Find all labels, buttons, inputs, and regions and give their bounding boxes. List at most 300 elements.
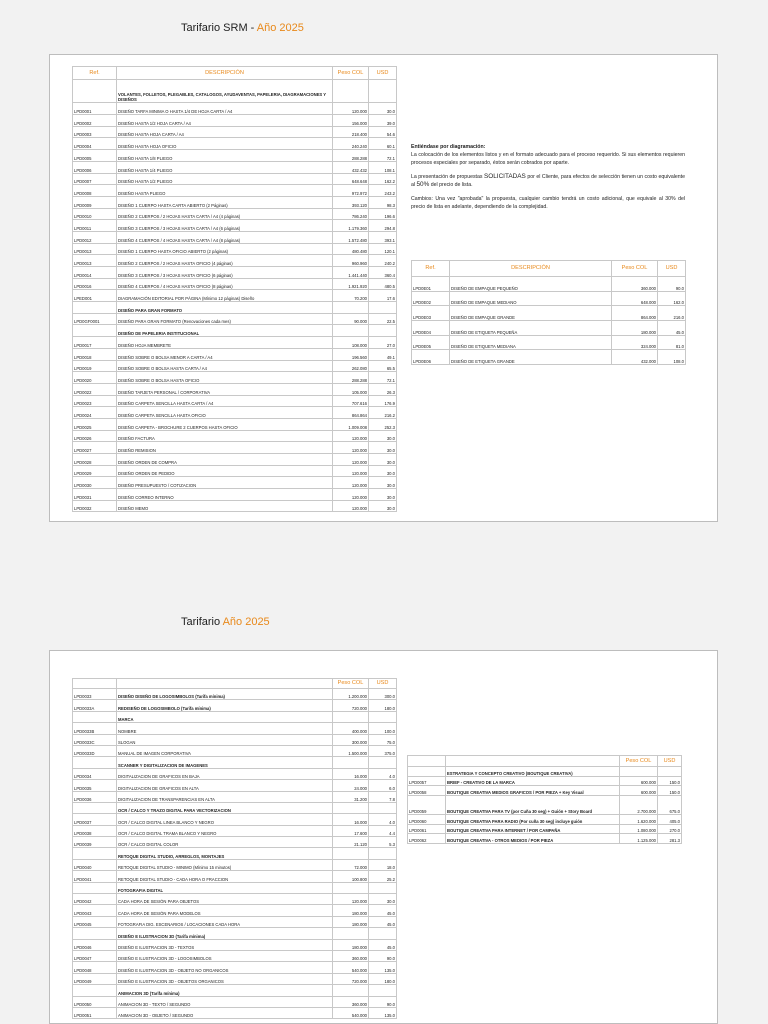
row-usd-price bbox=[369, 325, 397, 337]
row-usd-price: 196.6 bbox=[369, 208, 397, 220]
row-cop-price: 180.000 bbox=[612, 321, 658, 336]
notes-heading: Entiéndase por diagramación: bbox=[411, 144, 486, 150]
row-usd-price: 120.1 bbox=[369, 243, 397, 255]
row-ref bbox=[73, 711, 117, 722]
table-row bbox=[73, 395, 397, 407]
row-ref bbox=[408, 767, 446, 777]
row-description: DISEÑO SOBRE O BOLSA HASTA CARTA / A4 bbox=[117, 360, 333, 372]
row-description: DISEÑO CARPETA - BROCHURE 2 CUERPOS HASTA OFICIO bbox=[117, 418, 333, 430]
row-ref: LPD0033 bbox=[73, 689, 117, 700]
row-ref: LPD0046 bbox=[73, 939, 117, 950]
row-usd-price bbox=[369, 848, 397, 859]
row-ref: LPD0026 bbox=[73, 430, 117, 442]
row-usd-price bbox=[369, 757, 397, 768]
row-description: CADA HORA DE SESIÓN PARA MODELOS bbox=[117, 905, 333, 916]
row-cop-price: 120.000 bbox=[333, 477, 369, 489]
diagramming-notes bbox=[411, 143, 685, 217]
table-row bbox=[73, 962, 397, 973]
row-description: DISEÑO DE EMPAQUE MEDIANO bbox=[450, 291, 612, 306]
table-row bbox=[73, 126, 397, 138]
row-usd-price: 252.3 bbox=[369, 418, 397, 430]
row-cop-price: 240.240 bbox=[333, 138, 369, 150]
row-usd-price: 45.0 bbox=[369, 916, 397, 927]
row-cop-price: 864.000 bbox=[612, 306, 658, 321]
table-row bbox=[73, 278, 397, 290]
row-ref: LPD0037 bbox=[73, 814, 117, 825]
notes-paragraph-3: Cambios: Una vez "aprobada" la propuesta, cualquier cambio tendrá un costo adicional, que equivale al 30% del precio de lista en adelante, dependiendo de la complejidad. bbox=[411, 196, 685, 210]
row-description: SLOGAN bbox=[117, 734, 333, 745]
row-ref: LPD0020 bbox=[73, 372, 117, 384]
table-row bbox=[73, 905, 397, 916]
row-description: RETOQUE DIGITAL STUDIO, ARREGLOS, MONTAJES bbox=[117, 848, 333, 859]
row-description: DISEÑO 3 CUERPOS / 3 HOJAS HASTA CARTA / A4 (6 páginas) bbox=[117, 220, 333, 232]
row-description: OCR / CALCO DIGITAL COLOR bbox=[117, 837, 333, 848]
table-row bbox=[412, 335, 686, 350]
row-ref: LPD0E04 bbox=[412, 321, 450, 336]
row-usd-price: 30.0 bbox=[369, 103, 397, 115]
row-usd-price: 281.3 bbox=[658, 834, 682, 844]
row-usd-price: 81.0 bbox=[658, 335, 686, 350]
row-usd-price: 360.4 bbox=[369, 267, 397, 279]
notes-p2-percent: 50% bbox=[416, 181, 430, 188]
table-row bbox=[73, 757, 397, 768]
row-usd-price bbox=[369, 302, 397, 314]
row-cop-price: 972.972 bbox=[333, 185, 369, 197]
row-usd-price: 294.8 bbox=[369, 220, 397, 232]
row-description: DISEÑO FACTURA bbox=[117, 430, 333, 442]
row-usd-price: 25.2 bbox=[369, 871, 397, 882]
row-cop-price: 120.000 bbox=[333, 103, 369, 115]
row-description: OCR / CALCO DIGITAL TRAMA BLANCO Y NEGRO bbox=[117, 825, 333, 836]
page1-title bbox=[181, 22, 304, 34]
table-row bbox=[73, 103, 397, 115]
table-row bbox=[73, 220, 397, 232]
row-cop-price: 360.000 bbox=[612, 277, 658, 292]
row-usd-price: 162.2 bbox=[369, 173, 397, 185]
row-usd-price: 72.1 bbox=[369, 150, 397, 162]
row-usd-price: 6.0 bbox=[369, 780, 397, 791]
table-row bbox=[73, 267, 397, 279]
row-cop-price: 1.179.360 bbox=[333, 220, 369, 232]
row-ref bbox=[73, 882, 117, 893]
header-description bbox=[117, 679, 333, 689]
row-cop-price: 400.000 bbox=[333, 723, 369, 734]
row-usd-price bbox=[369, 802, 397, 813]
row-ref: LPD0060 bbox=[408, 814, 446, 824]
table-row bbox=[412, 291, 686, 306]
row-usd-price: 90.0 bbox=[658, 277, 686, 292]
row-ref: LPD0057 bbox=[408, 776, 446, 786]
row-ref: LPD0GF0001 bbox=[73, 313, 117, 325]
row-description: DISEÑO DE EMPAQUE PEQUEÑO bbox=[450, 277, 612, 292]
row-usd-price: 45.0 bbox=[369, 939, 397, 950]
row-description: DISEÑO HASTA HOJA CARTA / A4 bbox=[117, 126, 333, 138]
table-row bbox=[73, 372, 397, 384]
row-ref: LPD0E03 bbox=[412, 306, 450, 321]
row-ref: LPD0E02 bbox=[412, 291, 450, 306]
row-cop-price: 1.620.000 bbox=[620, 814, 658, 824]
table-row bbox=[73, 745, 397, 756]
row-cop-price bbox=[333, 302, 369, 314]
row-ref bbox=[73, 928, 117, 939]
row-usd-price: 270.0 bbox=[658, 824, 682, 834]
table-row bbox=[73, 825, 397, 836]
table-row bbox=[73, 442, 397, 454]
row-cop-price: 1.921.920 bbox=[333, 278, 369, 290]
table-row bbox=[73, 243, 397, 255]
table-row bbox=[73, 255, 397, 267]
row-ref: LPD0013 bbox=[73, 255, 117, 267]
row-ref: LPD0039 bbox=[73, 837, 117, 848]
rates-table-packaging bbox=[411, 260, 686, 365]
row-description: ANIMACION 3D (Tarifa mínima) bbox=[117, 985, 333, 996]
row-cop-price bbox=[333, 848, 369, 859]
row-usd-price: 135.0 bbox=[369, 1007, 397, 1018]
row-cop-price bbox=[333, 802, 369, 813]
table-row bbox=[73, 360, 397, 372]
row-description: MARCA bbox=[117, 711, 333, 722]
header-cop: Peso COL bbox=[612, 261, 658, 277]
row-usd-price: 39.0 bbox=[369, 115, 397, 127]
header-ref: Ref. bbox=[412, 261, 450, 277]
table-row bbox=[73, 430, 397, 442]
table-row bbox=[412, 350, 686, 365]
row-description: DISEÑO TARFA MINIMA O HASTA 1/4 DE HOJA CARTA / A4 bbox=[117, 103, 333, 115]
row-cop-price: 786.240 bbox=[333, 208, 369, 220]
row-ref bbox=[73, 757, 117, 768]
row-ref: LPD0048 bbox=[73, 962, 117, 973]
row-description: BRIEF - CREATIVO DE LA MARCA bbox=[446, 776, 620, 786]
row-cop-price: 648.648 bbox=[333, 173, 369, 185]
table-row bbox=[408, 767, 682, 777]
row-cop-price: 1.572.480 bbox=[333, 231, 369, 243]
row-cop-price: 180.000 bbox=[333, 905, 369, 916]
table-row bbox=[73, 791, 397, 802]
row-cop-price: 540.000 bbox=[333, 962, 369, 973]
row-cop-price bbox=[333, 882, 369, 893]
row-cop-price: 648.000 bbox=[612, 291, 658, 306]
page2-sheet bbox=[49, 650, 718, 1024]
row-ref: LPD0043 bbox=[73, 905, 117, 916]
table-header-row bbox=[73, 67, 397, 80]
header-ref bbox=[73, 679, 117, 689]
table-row bbox=[73, 711, 397, 722]
table-row bbox=[73, 882, 397, 893]
row-usd-price: 30.0 bbox=[369, 465, 397, 477]
row-ref: LPD0001 bbox=[73, 103, 117, 115]
row-usd-price: 45.0 bbox=[658, 321, 686, 336]
row-ref: LPD0028 bbox=[73, 454, 117, 466]
row-ref: LPD0042 bbox=[73, 894, 117, 905]
table-row bbox=[73, 325, 397, 337]
row-description: ANIMACION 3D - OBJETO / SEGUNDO bbox=[117, 1007, 333, 1018]
table-row bbox=[73, 489, 397, 501]
row-description: DISEÑO 2 CUERPOS / 2 HOJAS HASTA OFICIO (4 páginas) bbox=[117, 255, 333, 267]
row-cop-price: 1.125.000 bbox=[620, 834, 658, 844]
row-ref: LPD0033A bbox=[73, 700, 117, 711]
table-row bbox=[412, 321, 686, 336]
row-description: DISEÑO ORDEN DE COMPRA bbox=[117, 454, 333, 466]
row-description: DISEÑO MEMO bbox=[117, 500, 333, 512]
row-ref: LPD0031 bbox=[73, 489, 117, 501]
row-cop-price: 1.080.000 bbox=[620, 824, 658, 834]
table-row bbox=[73, 150, 397, 162]
row-description: DIGITALIZACION DE GRAFICOS EN BAJA bbox=[117, 768, 333, 779]
header-ref bbox=[408, 756, 446, 767]
row-description: VOLANTES, FOLLETOS, PLEGABLES, CATALOGOS, AYUDAVENTAS, PAPELERIA, DIAGRAMACIONES Y DISEÑOS bbox=[117, 80, 333, 103]
row-description: BOUTIQUE CREATIVA MEDIOS GRAFICOS / POR PIEZA + Key Visual bbox=[446, 786, 620, 796]
row-cop-price bbox=[620, 767, 658, 777]
row-cop-price: 17.600 bbox=[333, 825, 369, 836]
row-cop-price: 432.000 bbox=[612, 350, 658, 365]
table-row bbox=[73, 348, 397, 360]
table-row bbox=[73, 418, 397, 430]
row-usd-price bbox=[369, 711, 397, 722]
row-description: DISEÑO DISEÑO DE LOGOSIMBOLOS (Tarifa mínima) bbox=[117, 689, 333, 700]
row-description: DISEÑO 2 CUERPOS / 2 HOJAS HASTA CARTA / A4 (4 páginas) bbox=[117, 208, 333, 220]
row-ref: LPD0024 bbox=[73, 407, 117, 419]
row-cop-price: 707.616 bbox=[333, 395, 369, 407]
row-ref: LPD0018 bbox=[73, 348, 117, 360]
row-description: DISEÑO E ILUSTRACION 3D - TEXTOS bbox=[117, 939, 333, 950]
row-description: SCANNER Y DIGITALIZACION DE IMAGENES bbox=[117, 757, 333, 768]
row-description: BOUTIQUE CREATIVA PARA INTERNET / POR CAMPAÑA bbox=[446, 824, 620, 834]
row-description: DISEÑO DE EMPAQUE GRANDE bbox=[450, 306, 612, 321]
table-row bbox=[73, 454, 397, 466]
row-ref: LPD0017 bbox=[73, 337, 117, 349]
row-description: DISEÑO 3 CUERPOS / 3 HOJAS HASTA OFICIO (6 páginas) bbox=[117, 267, 333, 279]
row-cop-price: 180.000 bbox=[333, 939, 369, 950]
row-usd-price: 30.0 bbox=[369, 894, 397, 905]
row-usd-price: 675.0 bbox=[658, 795, 682, 814]
row-cop-price: 218.400 bbox=[333, 126, 369, 138]
row-ref: LPD0006 bbox=[73, 161, 117, 173]
table-row bbox=[73, 115, 397, 127]
row-ref: LPD0050 bbox=[73, 996, 117, 1007]
row-cop-price bbox=[333, 80, 369, 103]
row-ref bbox=[73, 848, 117, 859]
row-cop-price: 120.000 bbox=[333, 489, 369, 501]
row-description: DISEÑO HASTA 1/8 PLIEGO bbox=[117, 150, 333, 162]
row-usd-price: 27.0 bbox=[369, 337, 397, 349]
row-usd-price: 30.0 bbox=[369, 454, 397, 466]
table-header-row bbox=[412, 261, 686, 277]
table-row bbox=[73, 859, 397, 870]
row-cop-price: 120.000 bbox=[333, 454, 369, 466]
row-ref: LPD0032 bbox=[73, 500, 117, 512]
row-usd-price: 54.6 bbox=[369, 126, 397, 138]
table-row bbox=[73, 973, 397, 984]
row-ref: LPD0025 bbox=[73, 418, 117, 430]
row-ref: LPD0041 bbox=[73, 871, 117, 882]
row-usd-price: 30.0 bbox=[369, 489, 397, 501]
row-description: DISEÑO 4 CUERPOS / 4 HOJAS HASTA CARTA / A4 (8 páginas) bbox=[117, 231, 333, 243]
row-usd-price: 49.1 bbox=[369, 348, 397, 360]
row-ref bbox=[73, 802, 117, 813]
table-row bbox=[73, 337, 397, 349]
table-row bbox=[73, 950, 397, 961]
row-ref: LPD0012 bbox=[73, 231, 117, 243]
row-usd-price: 30.0 bbox=[369, 442, 397, 454]
header-description: DESCRIPCIÓN bbox=[450, 261, 612, 277]
row-cop-price: 600.000 bbox=[620, 776, 658, 786]
row-ref: LPD0008 bbox=[73, 185, 117, 197]
row-cop-price: 120.000 bbox=[333, 442, 369, 454]
table-row bbox=[73, 939, 397, 950]
row-cop-price: 72.000 bbox=[333, 859, 369, 870]
row-cop-price: 262.080 bbox=[333, 360, 369, 372]
row-description: DISEÑO REMISION bbox=[117, 442, 333, 454]
table-row bbox=[412, 277, 686, 292]
row-usd-price: 22.5 bbox=[369, 313, 397, 325]
row-description: RETOQUE DIGITAL STUDIO - CADA HORA O FRACCION bbox=[117, 871, 333, 882]
row-usd-price: 216.2 bbox=[369, 407, 397, 419]
notes-paragraph-1: La colocación de los elementos listos y en el formato adecuado para el proceso requerido. Si sus elementos requieren procesos especiales por separado, éstos serán cobrados por aparte. bbox=[411, 152, 685, 166]
rates-table-branding bbox=[72, 678, 397, 1019]
row-description: DISEÑO 1 CUERPO HASTA CARTA ABIERTO (2 Páginas) bbox=[117, 196, 333, 208]
row-description: DIGITALIZACION DE TRANSPARENCIAS EN ALTA bbox=[117, 791, 333, 802]
table-row bbox=[73, 302, 397, 314]
row-usd-price: 108.0 bbox=[658, 350, 686, 365]
row-cop-price: 120.000 bbox=[333, 500, 369, 512]
row-cop-price: 393.120 bbox=[333, 196, 369, 208]
row-cop-price bbox=[333, 757, 369, 768]
row-ref bbox=[73, 302, 117, 314]
row-usd-price bbox=[369, 928, 397, 939]
row-cop-price: 196.560 bbox=[333, 348, 369, 360]
row-description: DISEÑO ORDEN DE PEDIDO bbox=[117, 465, 333, 477]
row-cop-price: 120.000 bbox=[333, 465, 369, 477]
row-usd-price: 243.2 bbox=[369, 185, 397, 197]
row-description: DISEÑO HASTA HOJA OFICIO bbox=[117, 138, 333, 150]
row-cop-price: 90.000 bbox=[333, 313, 369, 325]
table-row bbox=[408, 814, 682, 824]
row-ref: LPD0022 bbox=[73, 383, 117, 395]
row-cop-price bbox=[333, 711, 369, 722]
table-row bbox=[73, 138, 397, 150]
page1-sheet bbox=[49, 54, 718, 522]
table-row bbox=[408, 834, 682, 844]
row-ref: LPD0033C bbox=[73, 734, 117, 745]
row-cop-price: 24.000 bbox=[333, 780, 369, 791]
row-ref: LPD0045 bbox=[73, 916, 117, 927]
row-description: DIGITALIZACION DE GRAFICOS EN ALTA bbox=[117, 780, 333, 791]
table-row bbox=[73, 161, 397, 173]
header-cop: Peso COL bbox=[333, 679, 369, 689]
row-cop-price bbox=[333, 928, 369, 939]
table-row bbox=[73, 768, 397, 779]
row-cop-price: 1.200.000 bbox=[333, 689, 369, 700]
table-row bbox=[73, 848, 397, 859]
row-description: DISEÑO HASTA 1/2 PLIEGO bbox=[117, 173, 333, 185]
page2-title-text: Tarifario bbox=[181, 616, 223, 628]
table-row bbox=[73, 700, 397, 711]
row-description: DISEÑO DE ETIQUETA GRANDE bbox=[450, 350, 612, 365]
row-usd-price: 26.3 bbox=[369, 383, 397, 395]
row-description: REDISEÑO DE LOGOSIMBOLO (Tarifa mínima) bbox=[117, 700, 333, 711]
row-usd-price: 98.3 bbox=[369, 196, 397, 208]
row-usd-price: 60.1 bbox=[369, 138, 397, 150]
row-ref: LPD0038 bbox=[73, 825, 117, 836]
row-description: DISEÑO PRESUPUESTO / COTIZACION bbox=[117, 477, 333, 489]
row-description: NOMBRE bbox=[117, 723, 333, 734]
row-description: DISEÑO CARPETA SENCILLA HASTA CARTA / A4 bbox=[117, 395, 333, 407]
table-row bbox=[73, 231, 397, 243]
table-header-row bbox=[408, 756, 682, 767]
row-cop-price: 324.000 bbox=[612, 335, 658, 350]
row-usd-price: 30.0 bbox=[369, 430, 397, 442]
table-row bbox=[73, 313, 397, 325]
row-ref: LPD0033D bbox=[73, 745, 117, 756]
row-description: DISEÑO HOJA MEMBRETE bbox=[117, 337, 333, 349]
row-ref: LPD0047 bbox=[73, 950, 117, 961]
row-cop-price bbox=[333, 325, 369, 337]
row-usd-price bbox=[369, 80, 397, 103]
row-usd-price: 90.0 bbox=[369, 996, 397, 1007]
header-usd: USD bbox=[369, 679, 397, 689]
row-ref bbox=[73, 80, 117, 103]
table-row bbox=[73, 780, 397, 791]
table-row bbox=[73, 290, 397, 302]
row-usd-price: 180.0 bbox=[369, 973, 397, 984]
header-cop: Peso COL bbox=[620, 756, 658, 767]
row-ref bbox=[73, 325, 117, 337]
notes-p2-part-a: La presentación de propuestas bbox=[411, 174, 484, 180]
row-ref: LPD0027 bbox=[73, 442, 117, 454]
row-description: CADA HORA DE SESIÓN PARA OBJETOS bbox=[117, 894, 333, 905]
row-description: DISEÑO SOBRE O BOLSA HASTA OFICIO bbox=[117, 372, 333, 384]
header-description: DESCRIPCIÓN bbox=[117, 67, 333, 80]
row-usd-price: 72.1 bbox=[369, 372, 397, 384]
header-ref: Ref. bbox=[73, 67, 117, 80]
table-row bbox=[73, 383, 397, 395]
row-usd-price: 150.0 bbox=[658, 786, 682, 796]
row-usd-price: 300.0 bbox=[369, 689, 397, 700]
row-description: DISEÑO PARA GRAN FORMATO (Renovaciones cada mes) bbox=[117, 313, 333, 325]
table-row bbox=[73, 916, 397, 927]
row-description: DISEÑO TARJETA PERSONAL / CORPORATIVA bbox=[117, 383, 333, 395]
page2-title bbox=[181, 616, 270, 628]
row-cop-price: 31.200 bbox=[333, 791, 369, 802]
row-usd-price: 18.0 bbox=[369, 859, 397, 870]
row-usd-price: 65.5 bbox=[369, 360, 397, 372]
row-usd-price: 100.0 bbox=[369, 723, 397, 734]
notes-paragraph-2 bbox=[411, 173, 685, 189]
row-description: DISEÑO CARPETA SENCILLA HASTA OFICIO bbox=[117, 407, 333, 419]
header-usd: USD bbox=[369, 67, 397, 80]
row-description: ANIMACION 3D - TEXTO / SEGUNDO bbox=[117, 996, 333, 1007]
rates-table-design bbox=[72, 66, 397, 512]
row-ref: LPD0007 bbox=[73, 173, 117, 185]
row-ref: LPD0033B bbox=[73, 723, 117, 734]
table-row bbox=[73, 734, 397, 745]
notes-p2-part-c: por el Cliente, para efectos de selección tienen un costo equivalente al bbox=[411, 174, 685, 188]
row-description: OCR / CALCO Y TRAZO DIGITAL PARA VECTORIZACION bbox=[117, 802, 333, 813]
table-row bbox=[73, 173, 397, 185]
row-cop-price: 2.700.000 bbox=[620, 795, 658, 814]
row-cop-price: 105.000 bbox=[333, 383, 369, 395]
row-ref: LPD0009 bbox=[73, 196, 117, 208]
row-description: DISEÑO SOBRE O BOLSA MENOR A CARTA / A4 bbox=[117, 348, 333, 360]
table-row bbox=[412, 306, 686, 321]
row-ref: LPD0036 bbox=[73, 791, 117, 802]
row-usd-price bbox=[369, 882, 397, 893]
page1-title-text: Tarifario SRM - bbox=[181, 22, 257, 34]
row-cop-price: 1.500.000 bbox=[333, 745, 369, 756]
row-ref: LPD0040 bbox=[73, 859, 117, 870]
row-cop-price: 360.000 bbox=[333, 950, 369, 961]
row-ref: LPD0023 bbox=[73, 395, 117, 407]
